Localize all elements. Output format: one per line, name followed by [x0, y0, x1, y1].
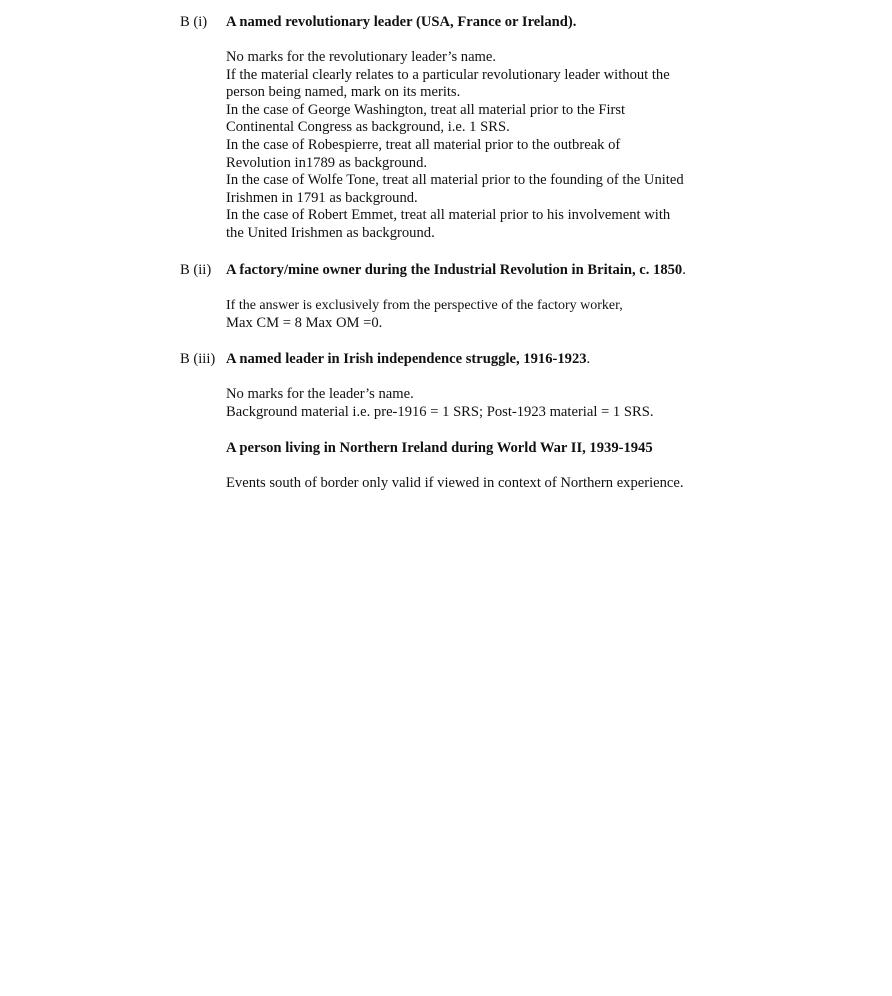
body-line: Continental Congress as background, i.e. 1 SRS.: [226, 119, 510, 136]
subsection-body: [226, 475, 726, 493]
body-line: No marks for the revolutionary leader’s name.: [226, 49, 497, 65]
heading-suffix: .: [586, 351, 591, 367]
body-line: In the case of Robert Emmet, treat all material prior to his involvement with: [226, 207, 671, 224]
section-body: [226, 386, 726, 421]
body-line: the United Irishmen as background.: [226, 224, 435, 241]
body-line: No marks for the leader’s name.: [226, 386, 414, 402]
body-line: person being named, mark on its merits.: [226, 84, 461, 101]
section-body: [226, 297, 726, 332]
section-label: B (i): [180, 14, 208, 30]
section-heading-text: A named leader in Irish independence struggle, 1916-1923: [226, 351, 587, 367]
body-line: Background material i.e. pre-1916 = 1 SRS; Post-1923 material = 1 SRS.: [226, 403, 654, 420]
section-heading: [226, 351, 766, 369]
body-line: In the case of George Washington, treat all material prior to the First: [226, 101, 626, 118]
body-line: In the case of Wolfe Tone, treat all material prior to the founding of the United: [226, 172, 684, 189]
body-line: Irishmen in 1791 as background.: [226, 189, 418, 206]
subsection-heading: [226, 440, 726, 458]
body-line: Revolution in1789 as background.: [226, 154, 428, 171]
body-line: In the case of Robespierre, treat all material prior to the outbreak of: [226, 136, 621, 153]
section-label: B (iii): [180, 351, 216, 367]
body-line: Events south of border only valid if viewed in context of Northern experience.: [226, 475, 684, 491]
section-heading-text: A factory/mine owner during the Industrial Revolution in Britain, c. 1850: [226, 262, 683, 278]
section-heading-text: A named revolutionary leader (USA, France or Ireland).: [226, 14, 577, 30]
body-line: Max CM = 8 Max OM =0.: [226, 314, 383, 331]
section-body: [226, 49, 726, 243]
body-line: If the answer is exclusively from the perspective of the factory worker,: [226, 298, 623, 313]
section-label: B (ii): [180, 262, 212, 278]
section-heading: [226, 262, 766, 280]
body-line: If the material clearly relates to a particular revolutionary leader without the: [226, 66, 670, 83]
subsection-heading-text: A person living in Northern Ireland during World War II, 1939-1945: [226, 440, 653, 456]
section-heading: [226, 14, 766, 32]
heading-suffix: .: [682, 262, 686, 278]
